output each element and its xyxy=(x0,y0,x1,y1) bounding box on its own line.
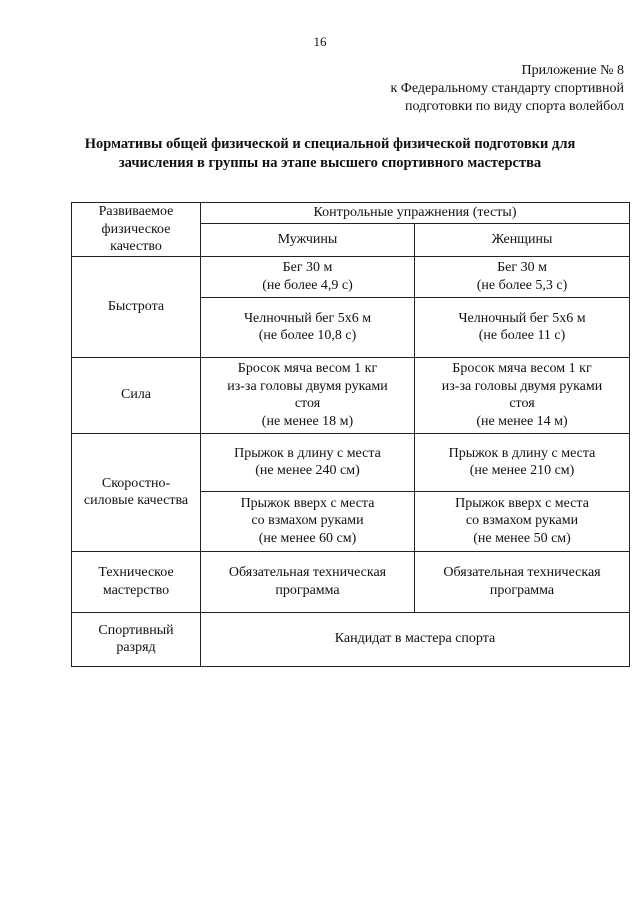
table-row xyxy=(72,612,630,666)
cell-men: Челночный бег 5х6 м (не более 10,8 с) xyxy=(201,297,415,357)
table-row xyxy=(72,551,630,612)
table-row xyxy=(72,256,630,297)
header-men: Мужчины xyxy=(201,224,415,256)
sport-rank-value: Кандидат в мастера спорта xyxy=(201,612,630,666)
table-row xyxy=(72,433,630,491)
appendix-line-2: к Федеральному стандарту спортивной xyxy=(390,81,624,96)
norms-table xyxy=(71,202,630,667)
table-row xyxy=(72,357,630,433)
document-heading: Нормативы общей физической и специальной физической подготовки для зачисления в группы на этапе высшего спортивного мастерства xyxy=(84,136,576,171)
cell-men: Прыжок вверх с места со взмахом руками (не менее 60 см) xyxy=(201,491,415,551)
header-tests: Контрольные упражнения (тесты) xyxy=(201,203,630,224)
appendix-line-3: подготовки по виду спорта волейбол xyxy=(405,99,624,114)
header-quality: Развиваемое физическое качество xyxy=(72,203,201,257)
quality-strength: Сила xyxy=(72,357,201,433)
appendix-note xyxy=(390,62,624,116)
cell-women: Прыжок вверх с места со взмахом руками (не менее 50 см) xyxy=(415,491,630,551)
cell-women: Челночный бег 5х6 м (не более 11 с) xyxy=(415,297,630,357)
cell-women: Бег 30 м (не более 5,3 с) xyxy=(415,256,630,297)
appendix-line-1: Приложение № 8 xyxy=(521,63,624,78)
header-row xyxy=(72,203,630,224)
quality-speed-strength: Скоростно- силовые качества xyxy=(72,433,201,551)
cell-men: Обязательная техническая программа xyxy=(201,551,415,612)
cell-women: Бросок мяча весом 1 кг из-за головы двумя руками стоя (не менее 14 м) xyxy=(415,357,630,433)
quality-technique: Техническое мастерство xyxy=(72,551,201,612)
page-number: 16 xyxy=(313,34,327,49)
cell-men: Бросок мяча весом 1 кг из-за головы двумя руками стоя (не менее 18 м) xyxy=(201,357,415,433)
cell-women: Прыжок в длину с места (не менее 210 см) xyxy=(415,433,630,491)
cell-men: Прыжок в длину с места (не менее 240 см) xyxy=(201,433,415,491)
cell-men: Бег 30 м (не более 4,9 с) xyxy=(201,256,415,297)
header-women: Женщины xyxy=(415,224,630,256)
quality-sport-rank: Спортивный разряд xyxy=(72,612,201,666)
cell-women: Обязательная техническая программа xyxy=(415,551,630,612)
quality-speed: Быстрота xyxy=(72,256,201,357)
